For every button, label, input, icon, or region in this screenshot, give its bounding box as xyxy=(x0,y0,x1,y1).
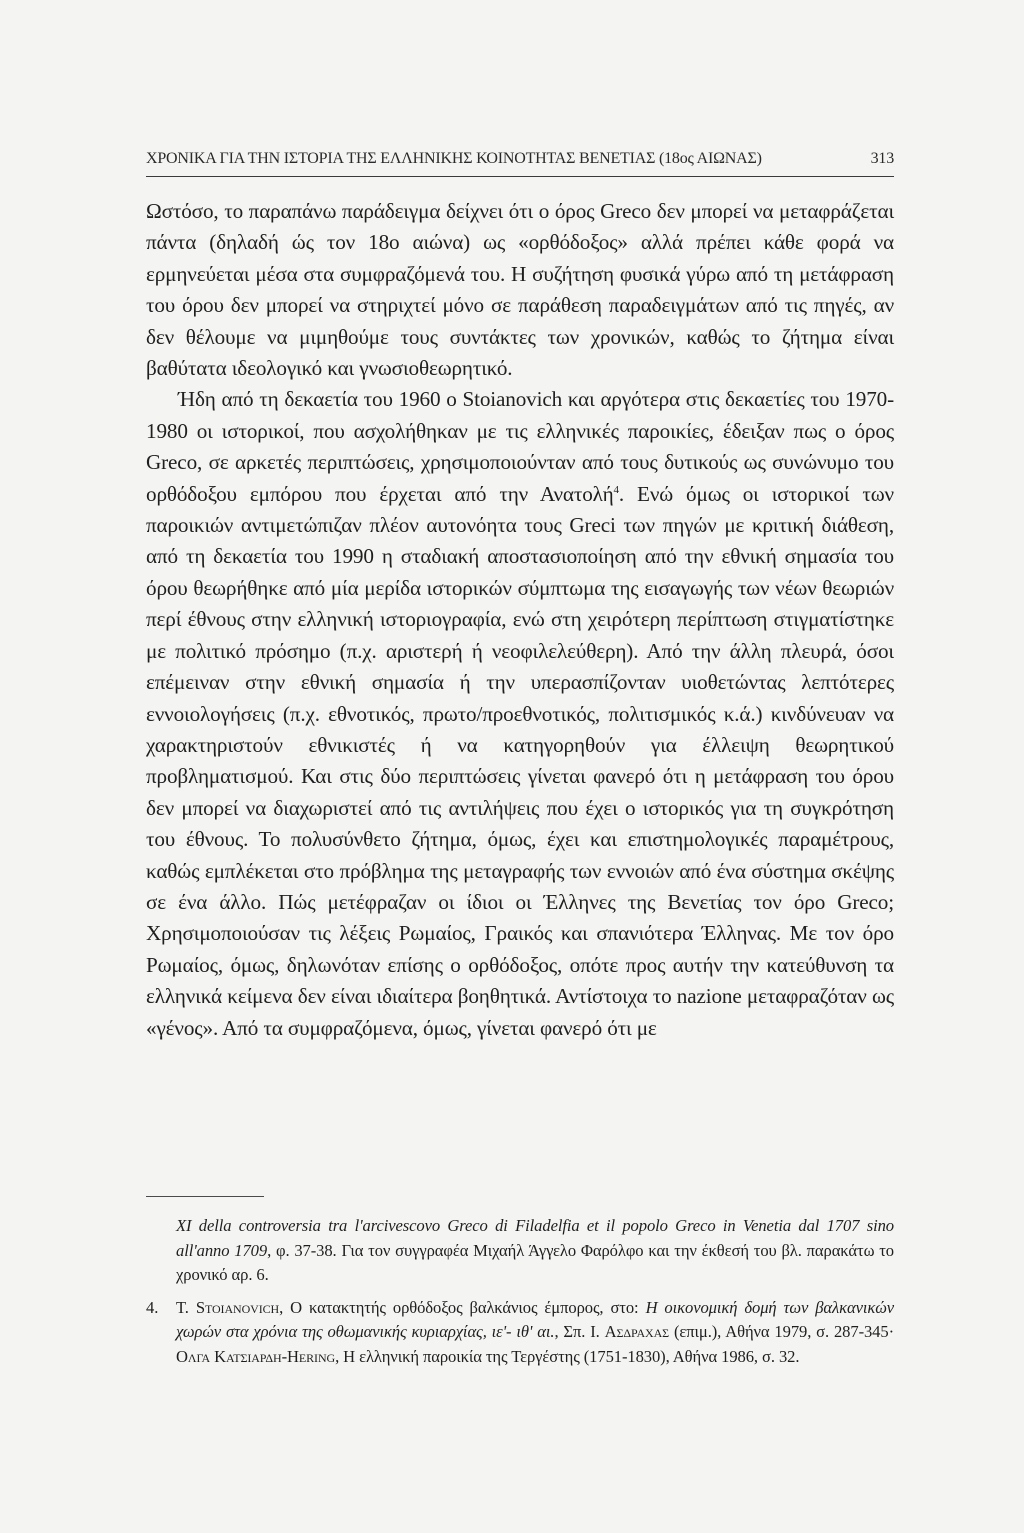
paragraph-text: Ωστόσο, το παραπάνω παράδειγμα δείχνει ότι ο όρος Greco δεν μπορεί να μεταφράζεται πάντα (δηλαδή ώς τον 18ο αιώνα) ως «ορθόδοξος» αλλά πρέπει κάθε φορά να ερμηνεύεται μέσα στα συμφραζόμενά του. Η συζήτηση φυσικά γύρω από τη μετάφραση του όρου δεν μπορεί να στηριχτεί μόνο σε παράθεση παραδειγμάτων από τις πηγές, αν δεν θέλουμε να μιμηθούμε τους συντάκτες των χρονικών, καθώς το ζήτημα είναι βαθύτατα ιδεολογικό και γνωσιοθεωρητικό. xyxy=(146,199,894,381)
footnote-editor: Ασδραχας xyxy=(604,1322,670,1342)
footnote-reference: 4 xyxy=(613,483,619,496)
footnote-text: , Ο κατακτητής ορθόδοξος βαλκάνιος έμπορος, στο: xyxy=(279,1297,646,1317)
paragraph xyxy=(146,196,894,384)
footnote-italic-title: XI della controversia tra l'arcivescovo Greco di Filadelfia et il popolo Greco in Venetia dal 1707 sino all'anno 1709 xyxy=(176,1216,894,1260)
footnote-text: (επιμ.), Αθήνα 1979, σ. 287-345· xyxy=(669,1322,895,1342)
footnote-italic-title: Η οικονομική δομή των βαλκανικών χωρών στα χρόνια της οθωμανικής κυριαρχίας, ιε'- ιθ' αι. xyxy=(176,1297,894,1342)
footnote-text: , Η ελληνική παροικία της Τεργέστης (1751-1830), Αθήνα 1986, σ. 32. xyxy=(335,1346,800,1366)
page-number: 313 xyxy=(870,150,894,167)
running-header-title: ΧΡΟΝΙΚΑ ΓΙΑ ΤΗΝ ΙΣΤΟΡΙΑ ΤΗΣ ΕΛΛΗΝΙΚΗΣ ΚΟΙΝΟΤΗΤΑΣ ΒΕΝΕΤΙΑΣ (18ος ΑΙΩΝΑΣ) xyxy=(146,150,762,167)
footnote-4 xyxy=(146,1296,894,1370)
paragraph xyxy=(146,384,894,1044)
paragraph-text: . Ενώ όμως οι ιστορικοί των παροικιών αντιμετώπιζαν πλέον αυτονόητα τους Greci των πηγών με κριτική διάθεση, από τη δεκαετία του 1990 η σταδιακή αποστασιοποίηση από την εθνική σημασία του όρου θεωρήθηκε από μία μερίδα ιστορικών σύμπτωμα της εισαγωγής των νέων θεωριών περί έθνους στην ελληνική ιστοριογραφία, ενώ στη χειρότερη περίπτωση στιγματίστηκε με πολιτικό πρόσημο (π.χ. αριστερή ή νεοφιλελεύθερη). Από την άλλη πλευρά, όσοι επέμειναν στην εθνική σημασία ή την υπερασπίζονταν υιοθετώντας λεπτότερες εννοιολογήσεις (π.χ. εθνοτικός, πρωτο/προεθνοτικός, πολιτισμικός κ.ά.) κινδύνευαν να χαρακτηριστούν εθνικιστές ή να κατηγορηθούν για έλλειψη θεωρητικού προβληματισμού. Και στις δύο περιπτώσεις γίνεται φανερό ότι η μετάφραση του όρου δεν μπορεί να διαχωριστεί από τις αντιλήψεις που έχει ο ιστορικός για τη συγκρότηση του έθνους. Το πολυσύνθετο ζήτημα, όμως, έχει και επιστημολογικές παραμέτρους, καθώς εμπλέκεται στο πρόβλημα της μεταγραφής των εννοιών από ένα σύστημα σκέψης σε ένα άλλο. Πώς μετέφραζαν οι ίδιοι οι Έλληνες της Βενετίας τον όρο Greco; Χρησιμοποιούσαν τις λέξεις Ρωμαίος, Γραικός και σπανιότερα Έλληνας. Με τον όρο Ρωμαίος, όμως, δηλωνόταν επίσης ο ορθόδοξος, οπότε προς αυτήν την κατεύθυνση τα ελληνικά κείμενα δεν είναι ιδιαίτερα βοηθητικά. Αντίστοιχα το nazione μεταφραζόταν ως «γένος». Από τα συμφραζόμενα, όμως, γίνεται φανερό ότι με xyxy=(146,481,894,1040)
main-text xyxy=(146,196,894,1044)
footnote-text: , Σπ. Ι. xyxy=(554,1322,605,1342)
footnotes xyxy=(146,1214,894,1370)
footnote-author: Ολγα Κατσιαρδη-Hering xyxy=(176,1346,336,1366)
footnote-continuation xyxy=(146,1214,894,1288)
header-rule xyxy=(146,176,894,177)
footnote-separator xyxy=(146,1196,264,1197)
paragraph-text: Ήδη από τη δεκαετία του 1960 ο Stoianovich και αργότερα στις δεκαετίες του 1970-1980 οι ιστορικοί, που ασχολήθηκαν με τις ελληνικές παροικίες, έδειξαν πως ο όρος Greco, σε αρκετές περιπτώσεις, χρησιμοποιούνταν από τους δυτικούς ως συνώνυμο του ορθόδοξου εμπόρου που έρχεται από την Ανατολή xyxy=(146,387,894,506)
footnote-text: , φ. 37-38. Για τον συγγραφέα Μιχαήλ Άγγελο Φαρόλφο και την έκθεσή του βλ. παρακάτω το χρονικό αρ. 6. xyxy=(176,1240,894,1285)
footnote-author: Τ. Stoianovich xyxy=(176,1297,280,1317)
footnote-number: 4. xyxy=(146,1297,159,1317)
